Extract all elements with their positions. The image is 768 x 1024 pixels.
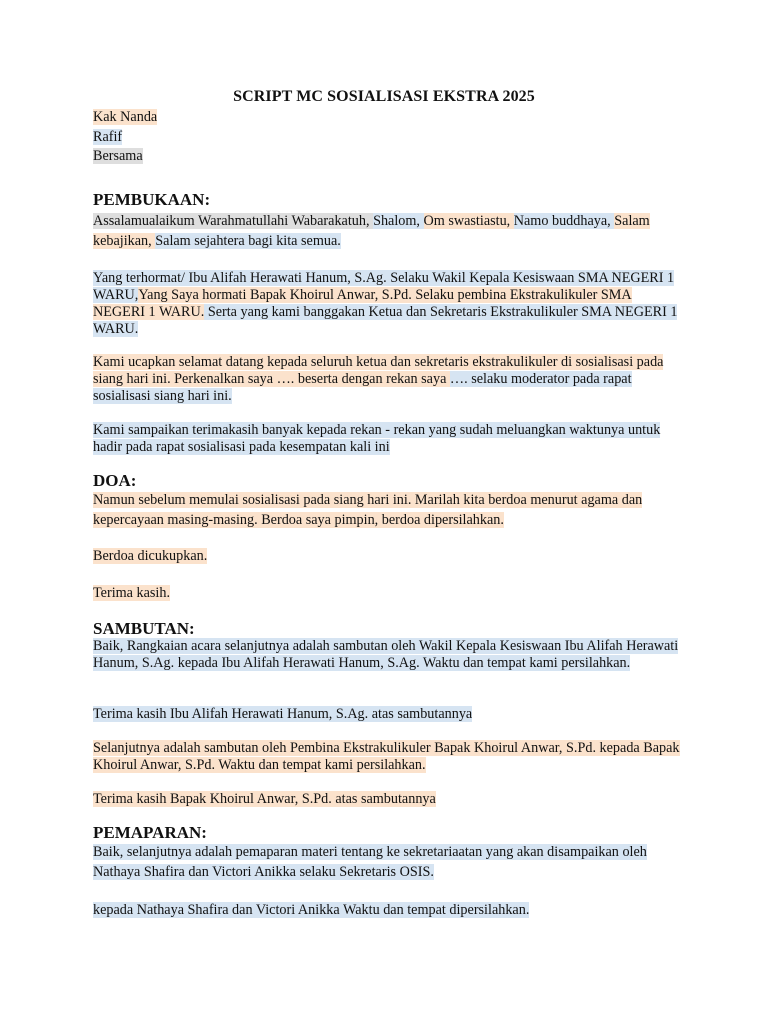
honorific-ketua: Serta yang kami banggakan Ketua dan Sekretaris Ekstrakulikuler SMA NEGERI 1 WARU.	[93, 304, 678, 337]
sambutan-thanks-1-text: Terima kasih Ibu Alifah Herawati Hanum, S.Ag. atas sambutannya	[93, 706, 473, 722]
welcome-paragraph	[93, 354, 683, 405]
mc-name-1: Kak Nanda	[93, 109, 158, 125]
greeting-shalom: Shalom,	[373, 213, 424, 229]
greeting-namo-buddhaya: Namo buddhaya,	[513, 213, 615, 229]
heading-doa: DOA:	[93, 471, 137, 490]
greeting-salam-kebajikan: Salam kebajikan,	[93, 213, 650, 249]
sambutan-intro-2-text: Selanjutnya adalah sambutan oleh Pembina Ekstrakulikuler Bapak Khoirul Anwar, S.Pd. kepada Bapak Khoirul Anwar, S.Pd. Waktu dan tempat kami persilahkan.	[93, 740, 680, 773]
greeting-paragraph	[93, 212, 683, 251]
sambutan-intro-1-text: Baik, Rangkaian acara selanjutnya adalah sambutan oleh Wakil Kepala Kesiswaan Ibu Alifah Herawati Hanum, S.Ag. kepada Ibu Alifah Herawati Hanum, S.Ag. Waktu dan tempat kami persilahkan.	[93, 638, 679, 671]
thanks-text: Kami sampaikan terimakasih banyak kepada rekan - rekan yang sudah meluangkan waktunya untuk hadir pada rapat sosialisasi pada kesempatan kali ini	[93, 422, 661, 455]
welcome-text: Kami ucapkan selamat datang kepada seluruh ketua dan sekretaris ekstrakulikuler di sosialisasi pada siang hari ini. Perkenalkan saya …. beserta dengan rekan saya	[93, 354, 664, 387]
heading-sambutan: SAMBUTAN:	[93, 619, 195, 638]
thanks-paragraph	[93, 422, 683, 456]
doa-text: Namun sebelum memulai sosialisasi pada siang hari ini. Marilah kita berdoa menurut agama dan kepercayaan masing-masing. Berdoa saya pimpin, berdoa dipersilahkan.	[93, 492, 643, 528]
sambutan-intro-1	[93, 638, 683, 672]
mc-name-3: Bersama	[93, 148, 143, 164]
doa-paragraph	[93, 491, 683, 530]
doa-thanks	[93, 585, 683, 602]
pemaparan-intro-text: Baik, selanjutnya adalah pemaparan materi tentang ke sekretariaatan yang akan disampaikan oleh Nathaya Shafira dan Victori Anikka selaku Sekretaris OSIS.	[93, 844, 647, 880]
pemaparan-invite-text: kepada Nathaya Shafira dan Victori Anikka Waktu dan tempat dipersilahkan.	[93, 902, 530, 918]
greeting-assalamualaikum: Assalamualaikum Warahmatullahi Wabarakatuh,	[93, 213, 374, 229]
sambutan-thanks-1	[93, 706, 683, 723]
sambutan-thanks-2-text: Terima kasih Bapak Khoirul Anwar, S.Pd. atas sambutannya	[93, 791, 436, 807]
moderator-text: …. selaku moderator pada rapat sosialisasi siang hari ini.	[93, 371, 632, 404]
doa-closing-text: Berdoa dicukupkan.	[93, 548, 208, 564]
sambutan-thanks-2	[93, 791, 683, 808]
doa-closing	[93, 548, 683, 565]
heading-pemaparan: PEMAPARAN:	[93, 823, 207, 842]
mc-name-2: Rafif	[93, 128, 123, 145]
honorifics-paragraph	[93, 270, 683, 338]
pemaparan-intro	[93, 843, 683, 882]
mc-names	[93, 108, 683, 167]
sambutan-intro-2	[93, 740, 683, 774]
document-title: SCRIPT MC SOSIALISASI EKSTRA 2025	[233, 88, 535, 105]
heading-pembukaan: PEMBUKAAN:	[93, 190, 211, 209]
honorific-wakasek: Yang terhormat/ Ibu Alifah Herawati Hanum, S.Ag. Selaku Wakil Kepala Kesiswaan SMA NEGERI 1 WARU,	[93, 270, 675, 303]
greeting-om-swastiastu: Om swastiastu,	[423, 213, 514, 229]
greeting-salam-sejahtera: Salam sejahtera bagi kita semua.	[155, 232, 341, 249]
doa-thanks-text: Terima kasih.	[93, 585, 171, 601]
honorific-pembina: Yang Saya hormati Bapak Khoirul Anwar, S.Pd. Selaku pembina Ekstrakulikuler SMA NEGERI 1 WARU.	[93, 287, 632, 320]
pemaparan-invite	[93, 902, 683, 919]
